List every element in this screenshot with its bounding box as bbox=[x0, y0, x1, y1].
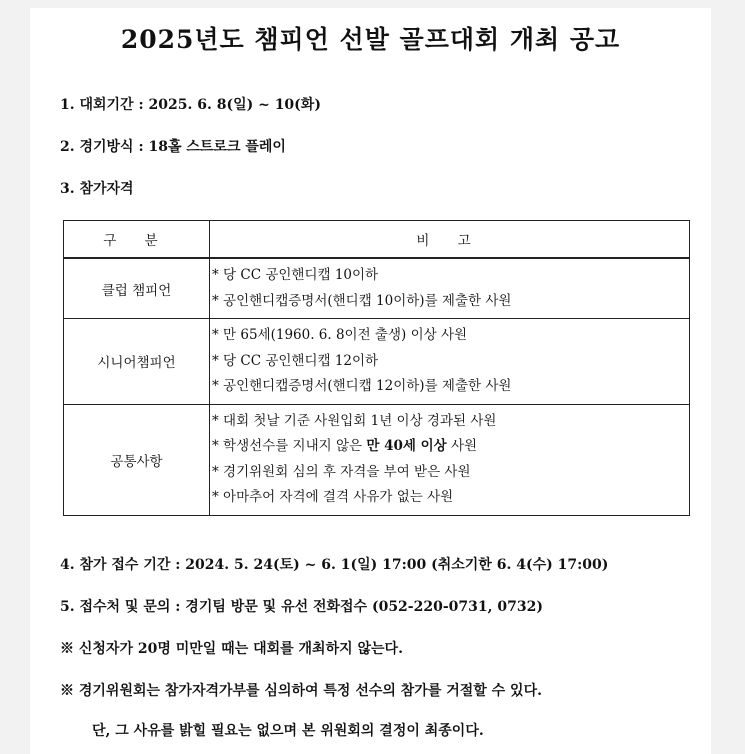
list-item bbox=[212, 434, 689, 460]
column-header-remarks: 비 고 bbox=[210, 221, 690, 259]
table-row bbox=[64, 404, 690, 515]
qualification-heading: 3. 참가자격 bbox=[60, 181, 134, 197]
note-minimum-entrants: ※ 신청자가 20명 미만일 때는 대회를 개최하지 않는다. bbox=[60, 641, 403, 657]
list-item: * 만 65세(1960. 6. 8이전 출생) 이상 사원 bbox=[212, 327, 468, 343]
notice-page bbox=[30, 8, 711, 754]
row-items bbox=[210, 258, 690, 319]
note-committee-refusal: ※ 경기위원회는 참가자격가부를 심의하여 특정 선수의 참가를 거절할 수 있다. bbox=[60, 683, 542, 699]
list-item: * 공인핸디캡증명서(핸디캡 12이하)를 제출한 사원 bbox=[212, 378, 512, 394]
row-items bbox=[210, 319, 690, 405]
qualification-table bbox=[63, 220, 690, 516]
page-title: 2025년도 챔피언 선발 골프대회 개최 공고 bbox=[120, 25, 621, 54]
list-item: * 당 CC 공인핸디캡 10이하 bbox=[212, 267, 379, 283]
list-item: * 경기위원회 심의 후 자격을 부여 받은 사원 bbox=[212, 463, 471, 480]
list-item: * 공인핸디캡증명서(핸디캡 10이하)를 제출한 사원 bbox=[212, 292, 512, 309]
contact-info: 5. 접수처 및 문의 : 경기팀 방문 및 유선 전화접수 (052-220-0731, 0732) bbox=[60, 599, 543, 615]
row-items bbox=[210, 404, 690, 515]
tournament-period: 1. 대회기간 : 2025. 6. 8(일) ~ 10(화) bbox=[60, 97, 321, 113]
item-emphasis: 만 40세 이상 bbox=[366, 438, 447, 454]
game-method: 2. 경기방식 : 18홀 스트로크 플레이 bbox=[60, 139, 286, 155]
table-row bbox=[64, 258, 690, 319]
row-category: 클럽 챔피언 bbox=[64, 258, 210, 319]
item-text: 사원 bbox=[446, 438, 478, 454]
list-item: * 대회 첫날 기준 사원입회 1년 이상 경과된 사원 bbox=[212, 412, 497, 429]
column-header-category: 구 분 bbox=[64, 221, 210, 259]
note-final-decision: 단, 그 사유를 밝힐 필요는 없으며 본 위원회의 결정이 최종이다. bbox=[92, 723, 484, 739]
row-category: 시니어챔피언 bbox=[64, 319, 210, 405]
item-text: * 학생선수를 지내지 않은 bbox=[212, 438, 367, 454]
table-row bbox=[64, 319, 690, 405]
row-category: 공통사항 bbox=[64, 404, 210, 515]
table-header-row bbox=[64, 221, 690, 259]
registration-period: 4. 참가 접수 기간 : 2024. 5. 24(토) ~ 6. 1(일) 17:00 (취소기한 6. 4(수) 17:00) bbox=[60, 557, 609, 573]
list-item: * 당 CC 공인핸디캡 12이하 bbox=[212, 352, 379, 369]
list-item: * 아마추어 자격에 결격 사유가 없는 사원 bbox=[212, 489, 454, 505]
